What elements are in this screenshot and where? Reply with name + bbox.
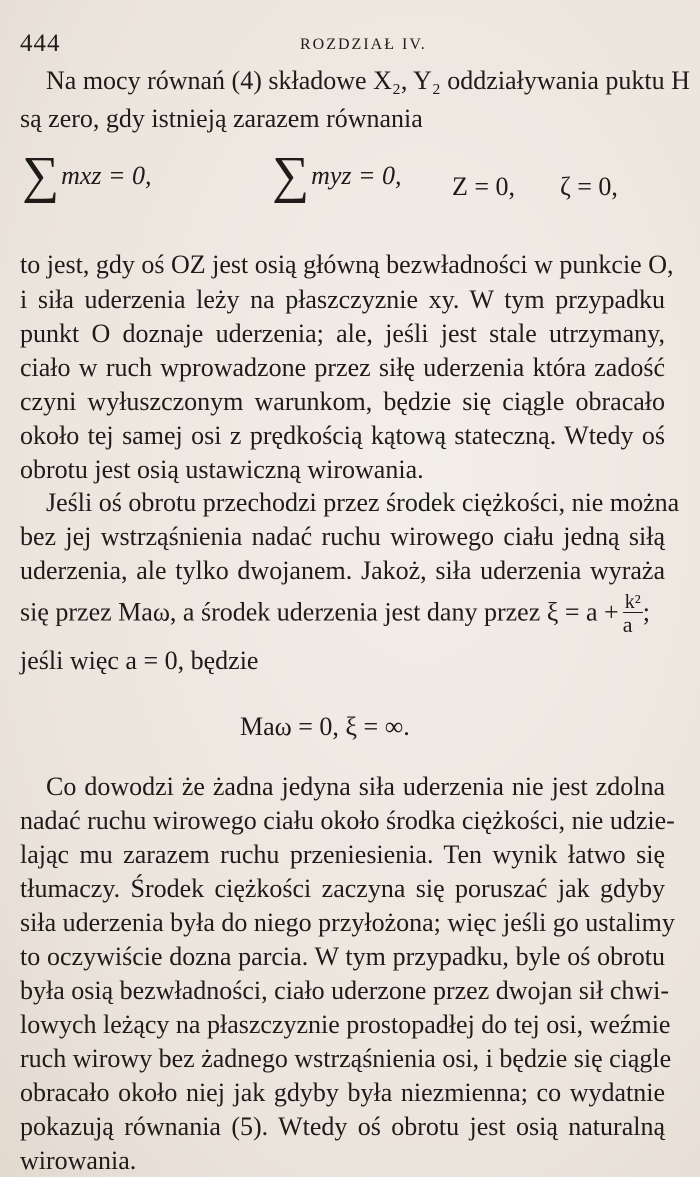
equation-term: ζ = 0,	[560, 172, 618, 201]
text-line: Co dowodzi że żadna jedyna siła uderzenia nie jest zdolna	[46, 772, 665, 801]
text-line-with-fraction	[20, 592, 680, 637]
page-number: 444	[20, 30, 61, 57]
equation-term-text: mxz = 0,	[61, 161, 152, 190]
text-line: lając mu zarazem ruchu przeniesienia. Ten wynik łatwo się	[20, 840, 665, 869]
text-line: nadać ruchu wirowego ciału około środka ciężkości, nie udzie-	[20, 806, 675, 835]
text-line: była osią bezwładności, ciało uderzone przez dwojan sił chwi-	[20, 976, 670, 1005]
text-line: jeśli więc a = 0, będzie	[20, 646, 259, 675]
text-line: obrotu jest osią ustawiczną wirowania.	[20, 455, 424, 484]
text-line: tłumaczy. Środek ciężkości zaczyna się poruszać jak gdyby	[20, 874, 665, 903]
text-line: to jest, gdy oś OZ jest osią główną bezwładności w punkcie O,	[20, 250, 674, 279]
text-line: są zero, gdy istnieją zarazem równania	[20, 104, 423, 133]
equation-2: Maω = 0, ξ = ∞.	[240, 712, 410, 741]
text-line: lowych leżący na płaszczyznie prostopadłej do tej osi, weźmie	[20, 1010, 671, 1039]
text-segment: ;	[642, 597, 650, 627]
fraction	[623, 592, 643, 637]
text-line: Jeśli oś obrotu przechodzi przez środek ciężkości, nie można	[46, 488, 680, 517]
text-line: uderzenia, ale tylko dwojanem. Jakoż, siła uderzenia wyraża	[20, 556, 665, 585]
sum-symbol: ∑	[272, 147, 310, 204]
text-line: punkt O doznaje uderzenia; ale, jeśli jest stale utrzymany,	[20, 319, 665, 348]
equation-term-text: myz = 0,	[311, 161, 402, 190]
text-line: czyni wyłuszczonym warunkom, będzie się ciągle obracało	[20, 387, 665, 416]
text-line: bez jej wstrząśnienia nadać ruchu wirowego ciału jedną siłą	[20, 522, 665, 551]
running-title: ROZDZIAŁ IV.	[300, 36, 427, 53]
sum-symbol: ∑	[22, 147, 60, 204]
text-line: pokazują równania (5). Wtedy oś obrotu jest osią naturalną	[20, 1112, 665, 1141]
equation-term: Z = 0,	[452, 172, 516, 201]
text-line: to oczywiście dozna parcia. W tym przypadku, byle oś obrotu	[20, 942, 665, 971]
text-line: obracało około niej jak gdyby była niezmienna; co wydatnie	[20, 1078, 665, 1107]
equation-term	[272, 147, 402, 204]
text-segment: się przez Maω, a środek uderzenia jest dany przez ξ = a +	[20, 597, 619, 627]
text-line: i siła uderzenia leży na płaszczyznie xy. W tym przypadku	[20, 285, 665, 314]
equation-term	[22, 147, 152, 204]
text-line: siła uderzenia była do niego przyłożona; więc jeśli go ustalimy	[20, 908, 675, 937]
text-line: ruch wirowy bez żadnego wstrząśnienia osi, i będzie się ciągle	[20, 1044, 672, 1073]
text-line: ciało w ruch wprowadzone przez siłę uderzenia która zadość	[20, 353, 665, 382]
fraction-numerator: k²	[624, 591, 641, 613]
text-line: około tej samej osi z prędkością kątową stateczną. Wtedy oś	[20, 421, 665, 450]
page-header	[20, 30, 660, 57]
fraction-denominator: a	[622, 612, 633, 637]
text-line: Na mocy równań (4) składowe X₂, Y₂ oddziaływania puktu H	[46, 66, 690, 95]
text-line: wirowania.	[20, 1146, 137, 1175]
